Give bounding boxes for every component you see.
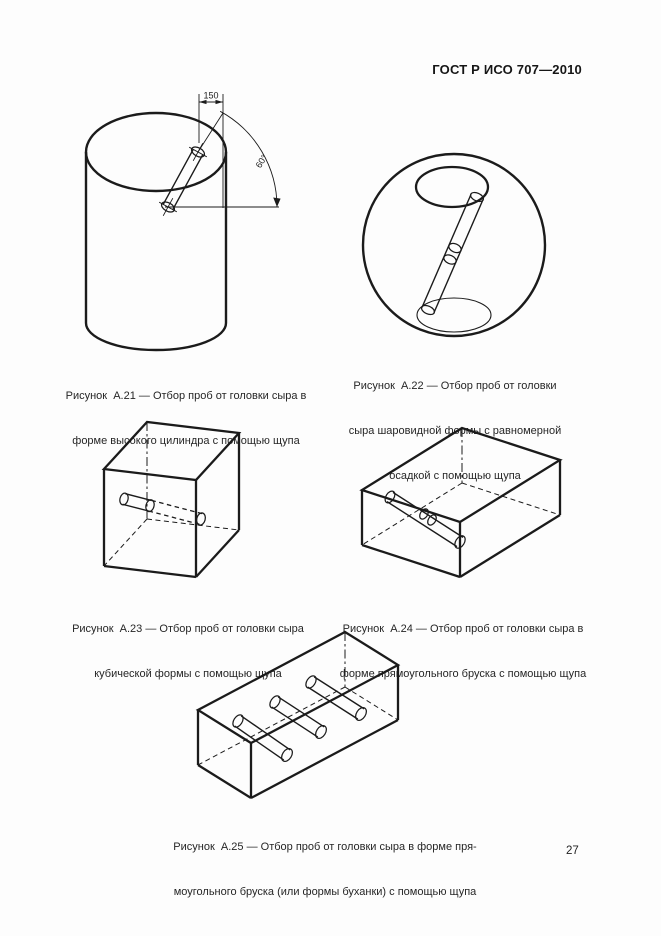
figure-a23-cube-drawing: [88, 418, 256, 590]
dimension-label: 150: [203, 90, 219, 101]
caption-line: Рисунок А.22 — Отбор проб от головки: [353, 380, 557, 392]
caption-line: форме прямоугольного бруска с помощью щупа: [339, 668, 587, 680]
figure-a25-loaf-drawing: [183, 624, 473, 806]
caption-line: Рисунок А.24 — Отбор проб от головки сыра в: [342, 623, 584, 635]
loaf-outline: [198, 632, 398, 798]
cube-outline: [104, 422, 239, 577]
caption-line: Рисунок А.21 — Отбор проб от головки сыра в: [65, 390, 307, 402]
sampling-probe: [159, 143, 207, 216]
sampling-probe: [420, 191, 485, 317]
figure-a22-sphere-drawing: [360, 145, 550, 345]
sampling-probe-1: [231, 713, 295, 763]
dimension-annotation: [199, 91, 223, 209]
caption-line: форме высокого цилиндра с помощью щупа: [72, 435, 300, 447]
cylinder-outline: [86, 113, 226, 350]
bar-outline: [362, 428, 560, 577]
hidden-edges: [198, 632, 398, 765]
caption-line: моугольного бруска (или формы буханки) с помощью щупа: [173, 886, 477, 898]
caption-line: Рисунок А.23 — Отбор проб от головки сыра: [72, 623, 304, 635]
document-header-title: ГОСТ Р ИСО 707—2010: [432, 62, 582, 77]
hidden-edges: [104, 422, 239, 566]
caption-line: Рисунок А.25 — Отбор проб от головки сыра в форме пря-: [173, 841, 477, 853]
figure-a25-caption: [148, 810, 502, 930]
sampling-probe: [119, 492, 207, 526]
figure-a24-bar-drawing: [348, 424, 573, 589]
sphere-outline: [363, 154, 545, 336]
caption-line: сыра шаровидной формы с равномерной: [348, 425, 562, 437]
angle-label: 60°: [253, 152, 270, 170]
caption-line: кубической формы с помощью щупа: [94, 668, 282, 680]
page-number: 27: [566, 845, 579, 857]
caption-line: осадкой с помощью щупа: [389, 470, 521, 482]
figure-a21-cylinder-drawing: [70, 86, 300, 358]
